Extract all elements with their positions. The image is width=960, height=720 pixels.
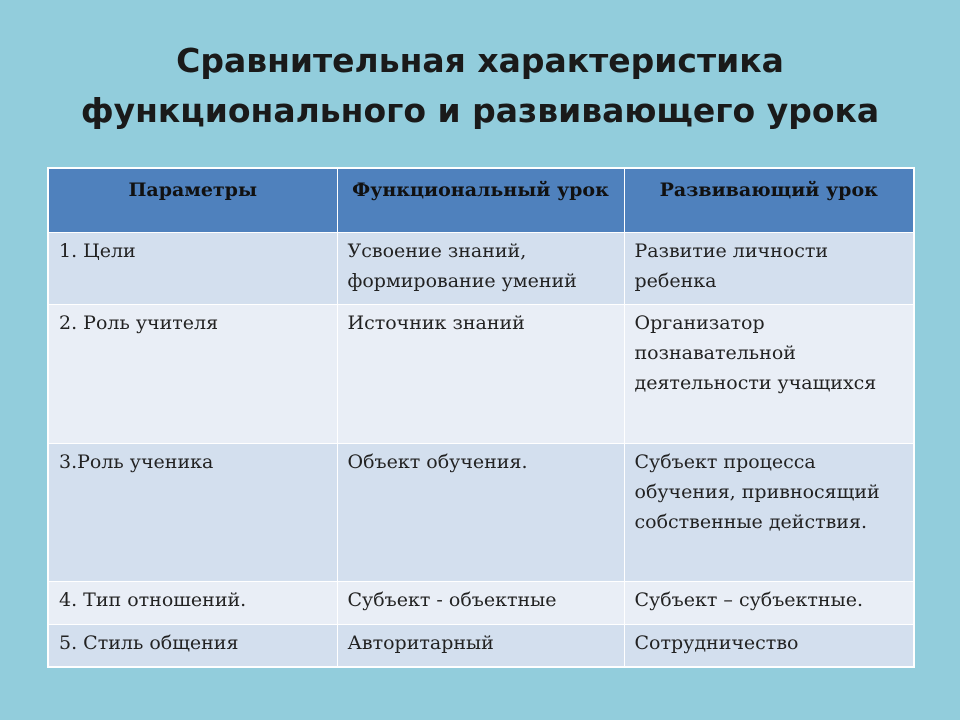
cell-parameter: 4. Тип отношений. [48,581,337,624]
header-functional-lesson: Функциональный урок [337,168,624,232]
cell-parameter: 2. Роль учителя [48,304,337,443]
cell-developing: Сотрудничество [624,624,914,667]
cell-functional: Источник знаний [337,304,624,443]
table-row [48,443,914,581]
cell-functional: Усвоение знаний, формирование умений [337,232,624,304]
comparison-table [47,167,915,668]
title-line-2: функционального и развивающего урока [80,91,880,130]
header-developing-lesson: Развивающий урок [624,168,914,232]
cell-developing: Организатор познавательной деятельности учащихся [624,304,914,443]
cell-functional: Субъект - объектные [337,581,624,624]
table-row [48,581,914,624]
table-row [48,624,914,667]
title-line-1: Сравнительная характеристика [176,41,784,80]
cell-parameter: 3.Роль ученика [48,443,337,581]
slide-title [40,36,920,136]
header-parameters: Параметры [48,168,337,232]
table-header-row [48,168,914,232]
cell-parameter: 1. Цели [48,232,337,304]
cell-parameter: 5. Стиль общения [48,624,337,667]
cell-developing: Субъект – субъектные. [624,581,914,624]
table-row [48,304,914,443]
cell-functional: Авторитарный [337,624,624,667]
cell-developing: Развитие личности ребенка [624,232,914,304]
table-row [48,232,914,304]
cell-developing: Субъект процесса обучения, привносящий собственные действия. [624,443,914,581]
cell-functional: Объект обучения. [337,443,624,581]
